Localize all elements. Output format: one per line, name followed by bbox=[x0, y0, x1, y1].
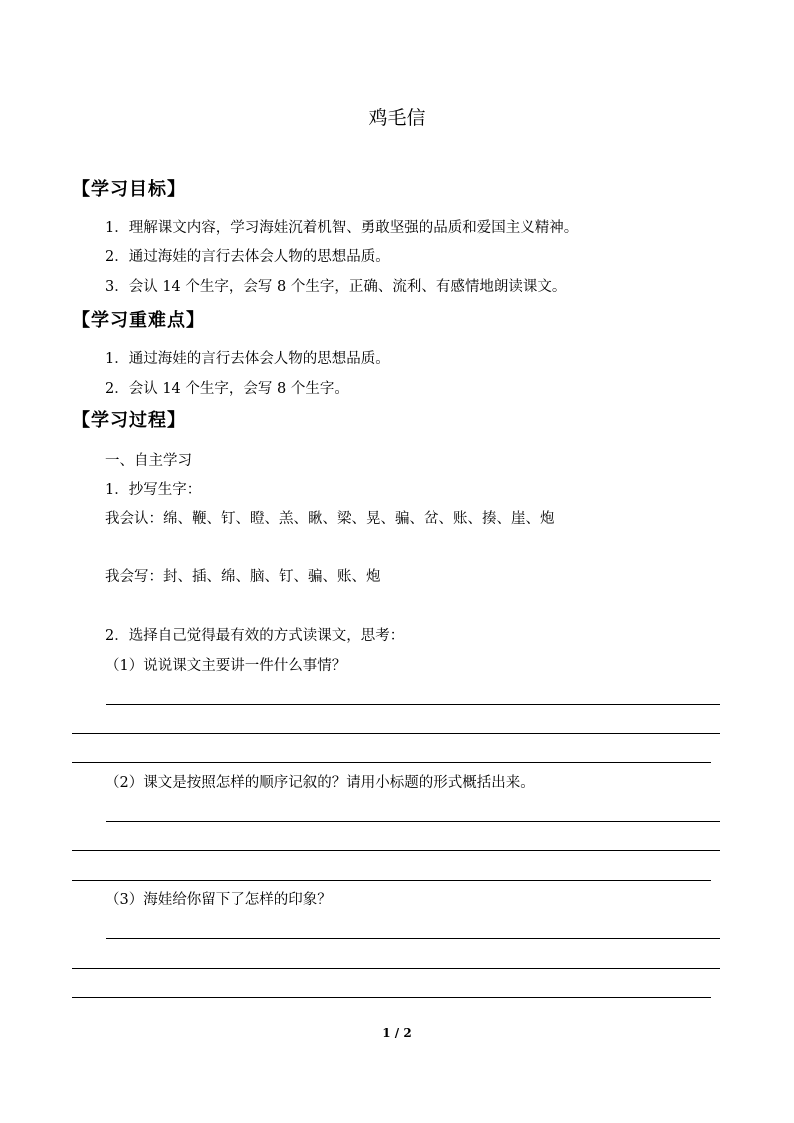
goal-item-1: 1．理解课文内容，学习海娃沉着机智、勇敢坚强的品质和爱国主义精神。 bbox=[105, 220, 579, 236]
question-2: （2）课文是按照怎样的顺序记叙的？请用小标题的形式概括出来。 bbox=[105, 775, 535, 791]
question-1: （1）说说课文主要讲一件什么事情？ bbox=[105, 658, 347, 674]
recognize-characters: 我会认：绵、鞭、钉、瞪、羔、瞅、梁、晃、骗、岔、账、揍、崖、炮 bbox=[105, 511, 555, 527]
answer-line bbox=[72, 968, 720, 969]
goal-item-3: 3．会认 14 个生字，会写 8 个生字，正确、流利、有感情地朗读课文。 bbox=[105, 279, 567, 295]
goals-heading: 【学习目标】 bbox=[72, 179, 186, 200]
page-title: 鸡毛信 bbox=[368, 107, 426, 129]
task-read-text: 2．选择自己觉得最有效的方式读课文，思考： bbox=[105, 628, 405, 644]
answer-line bbox=[72, 762, 711, 763]
answer-line bbox=[106, 821, 720, 822]
key-points-heading: 【学习重难点】 bbox=[72, 310, 205, 331]
page-number: 1 / 2 bbox=[382, 1026, 412, 1040]
answer-line bbox=[72, 850, 720, 851]
answer-line bbox=[72, 997, 711, 998]
answer-line bbox=[106, 704, 720, 705]
answer-line bbox=[72, 733, 720, 734]
goal-item-2: 2．通过海娃的言行去体会人物的思想品质。 bbox=[105, 249, 390, 265]
answer-line bbox=[106, 938, 720, 939]
process-heading: 【学习过程】 bbox=[72, 410, 186, 431]
answer-line bbox=[72, 880, 711, 881]
key-point-item-2: 2．会认 14 个生字，会写 8 个生字。 bbox=[105, 381, 349, 397]
question-3: （3）海娃给你留下了怎样的印象？ bbox=[105, 892, 332, 908]
self-study-subheading: 一、自主学习 bbox=[105, 453, 192, 469]
write-characters: 我会写：封、插、绵、脑、钉、骗、账、炮 bbox=[105, 569, 381, 585]
task-copy-characters: 1．抄写生字： bbox=[105, 482, 202, 498]
key-point-item-1: 1．通过海娃的言行去体会人物的思想品质。 bbox=[105, 351, 390, 367]
